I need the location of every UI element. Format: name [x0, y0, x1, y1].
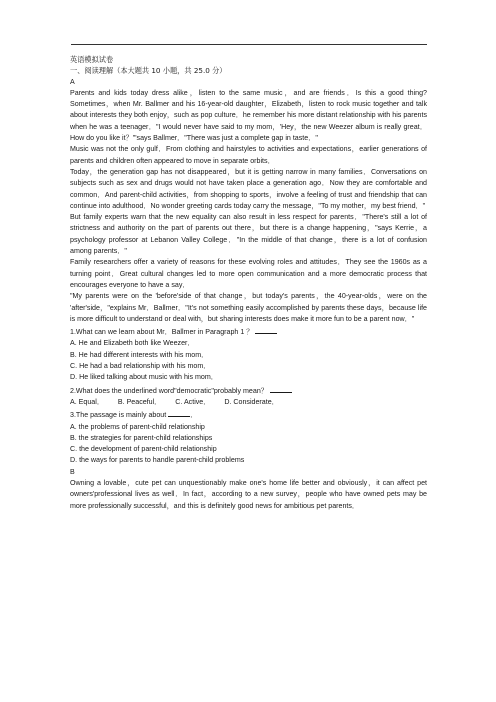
question-option: A. He and Elizabeth both like Weezer． [70, 339, 195, 348]
question-2 [70, 384, 427, 397]
question-option: D. Considerate． [224, 397, 279, 406]
passage-a-paragraph: But family experts warn that the new equality can also result in less respect for parents．"There's still a lot of strictness and authority on the part of parents out there，but there is a change happening，"says Kerrie，a psychology professor at Lebanon Valley College．"In the middle of that change，there is a lot of confusion among parents．" [70, 213, 427, 256]
passage-a-label: A [70, 77, 75, 86]
question-option: C. Active． [175, 397, 211, 406]
passage-a-paragraph: Music was not the only gulf．From clothing and hairstyles to activities and expectations，earlier generations of parents and children often appeared to move in separate orbits． [70, 145, 427, 165]
header-rule [71, 44, 427, 45]
passage-a-paragraph: "My parents were on the 'before'side of that change，but today's parents，the 40-year-olds，were on the 'after'side，"explains Mr．Ballmer．"It's not something easily accomplished by parents these days，because life is more difficult to understand or deal with，but sharing interests does make it more fun to be a parent now．" [70, 292, 427, 323]
question-option: A. Equal． [70, 397, 104, 406]
question-option: C. the development of parent-child relationship [70, 445, 217, 454]
question-stem-end: ． [190, 411, 198, 420]
question-option: C. He had a bad relationship with his mom． [70, 362, 211, 371]
passage-a-paragraph: Today，the generation gap has not disappeared，but it is getting narrow in many families．Conversations on subjects such as sex and drugs would not have taken place a generation ago．Now they are comfortable and common．And parent-child activities，from shopping to sports，involve a feeling of trust and friendship that can continue into adulthood．No wonder greeting cards today carry the message，"To my mother，my best friend．" [70, 167, 427, 210]
passage-a-paragraph: Parents and kids today dress alike，listen to the same music，and are friends．Is this a good thing?Sometimes，when Mr. Ballmer and his 16-year-old daughter，Elizabeth，listen to rock music together and talk about interests they both enjoy，such as pop culture．he remember his more distant relationship with his parents when he was a teenager．"I would never have said to my mom，'Hey，the new Weezer album is really great．How do you like it？'"says Ballmer．"There was just a complete gap in taste．" [70, 88, 427, 143]
section-heading: 一、阅读理解（本大题共 10 小题，共 25.0 分） [70, 66, 227, 76]
answer-blank[interactable] [255, 325, 277, 334]
question-stem: 1.What can we learn about Mr．Ballmer in Paragraph 1 ？ [70, 328, 254, 337]
passage-b-paragraph: Owning a lovable，cute pet can unquestionably make one's home life better and obviously，it can affect pet owners'professional lives as well．In fact，according to a new survey，people who have owned pets may be more professionally successful，and this is definitely good news for ambitious pet parents． [70, 478, 427, 510]
question-option: D. He liked talking about music with his mom． [70, 373, 218, 382]
question-option: B. the strategies for parent-child relationships [70, 433, 213, 442]
exam-content [70, 54, 427, 512]
exam-title: 英语模拟试卷 [70, 55, 114, 64]
passage-a-paragraph: Family researchers offer a variety of reasons for these evolving roles and attitudes．They see the 1960s as a turning point．Great cultural changes led to more open communication and a more democratic process that encourages everyone to have a say． [70, 258, 427, 289]
passage-b-label: B [70, 467, 75, 476]
question-option: A. the problems of parent-child relationship [70, 422, 205, 431]
question-option: B. Peaceful． [117, 397, 162, 406]
answer-blank[interactable] [168, 408, 190, 417]
question-1 [70, 325, 427, 338]
question-stem: 3.The passage is mainly about [70, 411, 167, 420]
question-3 [70, 408, 427, 421]
question-stem: 2.What does the underlined word"democratic"probably mean？ [70, 386, 268, 395]
question-option: D. the ways for parents to handle parent-child problems [70, 456, 245, 465]
answer-blank[interactable] [270, 384, 292, 393]
question-option: B. He had different interests with his mom． [70, 350, 209, 359]
question-options-row [70, 397, 427, 408]
